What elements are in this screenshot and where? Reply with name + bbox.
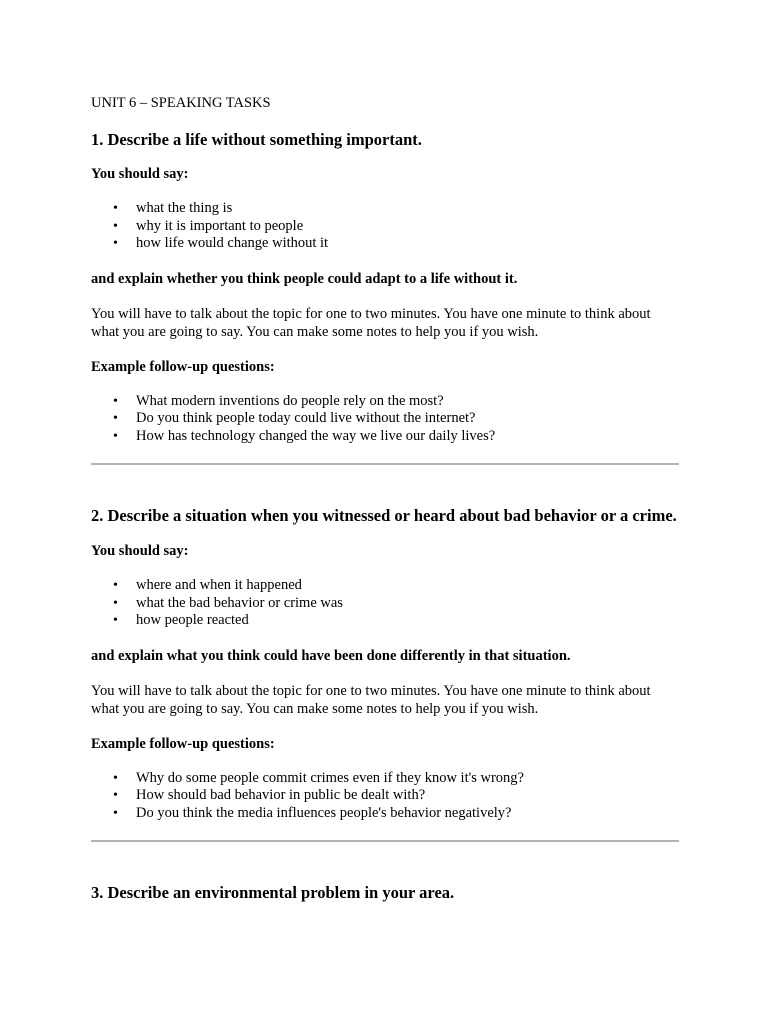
task-3 [91, 882, 679, 903]
list-item: • why it is important to people [113, 217, 304, 234]
bullet-icon: • [113, 770, 118, 786]
bullet-icon: • [113, 578, 118, 593]
followup-list [91, 770, 679, 823]
bullet-icon: • [113, 218, 118, 234]
explain-line: and explain what you think could have been done differently in that situation. [91, 647, 571, 664]
unit-title: UNIT 6 – SPEAKING TASKS [91, 95, 271, 111]
list-item: • How should bad behavior in public be dealt with? [113, 787, 426, 803]
list-item: • how people reacted [113, 612, 249, 628]
instructions: You will have to talk about the topic for one to two minutes. You have one minute to think about what you are going to say. You can make some notes to help you if you wish. [91, 682, 651, 717]
section-divider [91, 840, 679, 842]
list-item: • Why do some people commit crimes even if they know it's wrong? [113, 769, 524, 786]
task-1 [91, 129, 679, 445]
followup-label: Example follow-up questions: [91, 735, 275, 752]
list-item: • how life would change without it [113, 235, 329, 251]
bullet-icon: • [113, 805, 118, 821]
prompt-list [91, 577, 679, 630]
section-divider [91, 463, 679, 465]
task-title: 3. Describe an environmental problem in your area. [91, 883, 455, 902]
bullet-icon: • [113, 201, 118, 216]
list-item: • What modern inventions do people rely on the most? [113, 392, 444, 409]
bullet-icon: • [113, 428, 118, 444]
instructions: You will have to talk about the topic for one to two minutes. You have one minute to think about what you are going to say. You can make some notes to help you if you wish. [91, 305, 651, 340]
explain-line: and explain whether you think people could adapt to a life without it. [91, 270, 518, 287]
say-label: You should say: [91, 166, 189, 182]
bullet-icon: • [113, 788, 118, 803]
task-2 [91, 505, 679, 822]
list-item: • what the thing is [113, 200, 233, 216]
document-content [91, 94, 679, 918]
list-item: • what the bad behavior or crime was [113, 594, 343, 611]
list-item: • where and when it happened [113, 577, 302, 593]
followup-label: Example follow-up questions: [91, 358, 275, 375]
bullet-icon: • [113, 393, 118, 409]
list-item: • Do you think people today could live without the internet? [113, 410, 476, 426]
prompt-list [91, 200, 679, 253]
followup-list [91, 393, 679, 446]
bullet-icon: • [113, 411, 118, 426]
say-label: You should say: [91, 543, 189, 559]
bullet-icon: • [113, 595, 118, 611]
bullet-icon: • [113, 613, 118, 628]
list-item: • Do you think the media influences people's behavior negatively? [113, 804, 512, 821]
bullet-icon: • [113, 236, 118, 251]
task-title: 1. Describe a life without something important. [91, 130, 422, 149]
list-item: • How has technology changed the way we live our daily lives? [113, 427, 496, 444]
task-title: 2. Describe a situation when you witnessed or heard about bad behavior or a crime. [91, 506, 677, 525]
